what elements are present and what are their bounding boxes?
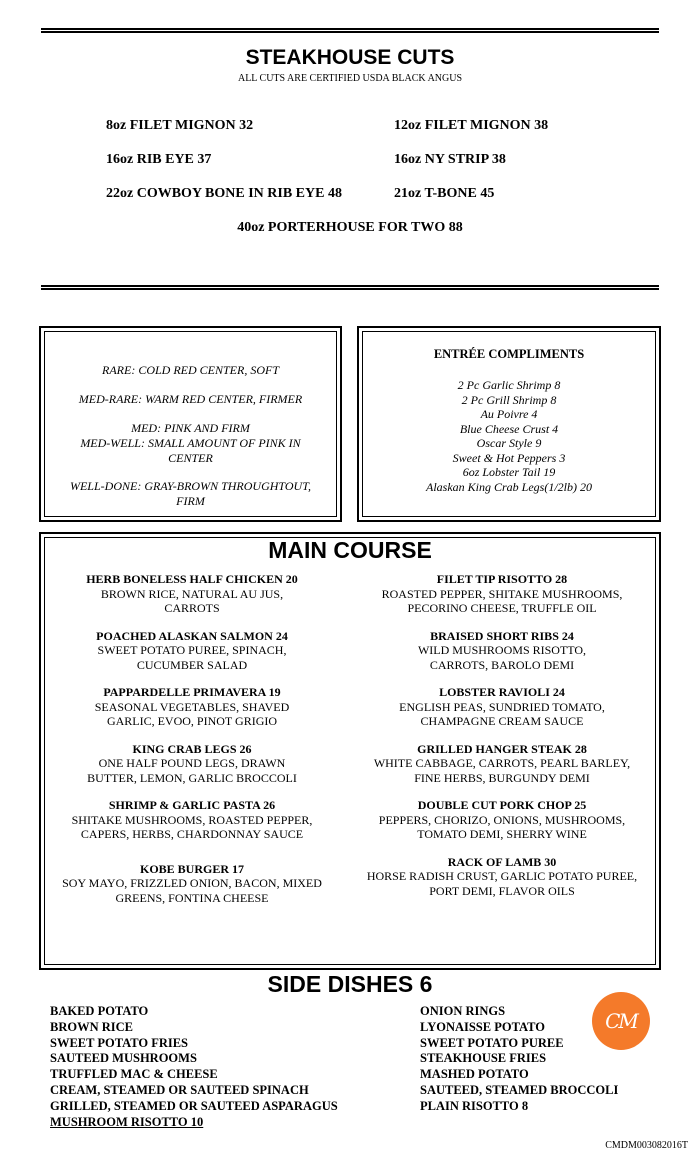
compliment-item: Alaskan King Crab Legs(1/2lb) 20 xyxy=(425,479,592,494)
compliment-item: Oscar Style 9 xyxy=(476,436,542,450)
temperature-box xyxy=(39,326,342,522)
cut-item: 22oz COWBOY BONE IN RIB EYE 48 xyxy=(106,186,342,201)
compliment-item: 2 Pc Garlic Shrimp 8 xyxy=(457,378,561,392)
dish-name: FILET TIP RISOTTO 28 xyxy=(436,572,568,586)
footer-code: CMDM003082016T xyxy=(605,1140,688,1151)
compliment-item: 6oz Lobster Tail 19 xyxy=(462,465,556,479)
dish-description: WHITE CABBAGE, CARROTS, PEARL BARLEY, FINE HERBS, BURGUNDY DEMI xyxy=(373,756,631,785)
dish-description: ONE HALF POUND LEGS, DRAWN BUTTER, LEMON, GARLIC BROCCOLI xyxy=(87,756,297,785)
cut-item: 21oz T-BONE 45 xyxy=(394,186,495,201)
side-item: BAKED POTATO xyxy=(50,1004,149,1018)
dish-item xyxy=(46,798,338,842)
compliment-item: Blue Cheese Crust 4 xyxy=(459,421,559,436)
side-item: SWEET POTATO PUREE xyxy=(420,1035,564,1050)
dish-name: PAPPARDELLE PRIMAVERA 19 xyxy=(103,685,281,699)
sides-right-list xyxy=(420,1004,618,1115)
dish-description: SEASONAL VEGETABLES, SHAVED GARLIC, EVOO, PINOT GRIGIO xyxy=(94,699,290,728)
temp-med: MED: PINK AND FIRM xyxy=(131,421,250,435)
logo-badge xyxy=(592,992,650,1050)
dish-item xyxy=(354,855,650,899)
cut-item: 16oz NY STRIP 38 xyxy=(394,152,506,167)
dish-name: KING CRAB LEGS 26 xyxy=(132,741,252,756)
side-item: MUSHROOM RISOTTO 10 xyxy=(50,1114,204,1129)
dish-description: HORSE RADISH CRUST, GARLIC POTATO PUREE, PORT DEMI, FLAVOR OILS xyxy=(366,869,638,898)
dish-description: BROWN RICE, NATURAL AU JUS, CARROTS xyxy=(100,586,284,615)
side-item: CREAM, STEAMED OR SAUTEED SPINACH xyxy=(50,1082,309,1097)
sides-left-list xyxy=(50,1004,338,1130)
dish-name: RACK OF LAMB 30 xyxy=(447,854,557,869)
dish-item xyxy=(354,742,650,786)
steakhouse-title: STEAKHOUSE CUTS xyxy=(245,46,455,69)
side-item: MASHED POTATO xyxy=(420,1067,529,1082)
dish-item xyxy=(354,629,650,673)
main-course-left-column xyxy=(46,572,338,918)
dish-item xyxy=(46,742,338,786)
cut-item: 16oz RIB EYE 37 xyxy=(106,152,212,167)
logo-monogram: CM xyxy=(605,1009,637,1033)
dish-description: PEPPERS, CHORIZO, ONIONS, MUSHROOMS, TOMATO DEMI, SHERRY WINE xyxy=(378,812,626,841)
side-item: SAUTEED, STEAMED BROCCOLI xyxy=(420,1082,619,1097)
section-divider xyxy=(41,285,659,290)
dish-item xyxy=(46,572,338,616)
cut-item-porterhouse: 40oz PORTERHOUSE FOR TWO 88 xyxy=(237,220,463,235)
dish-item xyxy=(46,629,338,673)
dish-name: SHRIMP & GARLIC PASTA 26 xyxy=(108,798,276,812)
compliments-title: ENTRÉE COMPLIMENTS xyxy=(433,347,585,361)
side-item: LYONAISSE POTATO xyxy=(420,1019,545,1034)
dish-name: GRILLED HANGER STEAK 28 xyxy=(417,741,587,756)
compliments-list xyxy=(363,378,655,494)
dish-description: SHITAKE MUSHROOMS, ROASTED PEPPER, CAPERS, HERBS, CHARDONNAY SAUCE xyxy=(71,812,313,841)
side-item: STEAKHOUSE FRIES xyxy=(420,1051,547,1066)
dish-description: WILD MUSHROOMS RISOTTO, CARROTS, BAROLO DEMI xyxy=(417,643,587,672)
temp-well-done: WELL-DONE: GRAY-BROWN THROUGHTOUT, FIRM xyxy=(69,479,311,508)
main-course-title: MAIN COURSE xyxy=(268,537,432,563)
top-divider xyxy=(41,28,659,33)
side-item: SAUTEED MUSHROOMS xyxy=(50,1051,197,1066)
compliments-box xyxy=(357,326,661,522)
dish-description: ROASTED PEPPER, SHITAKE MUSHROOMS, PECORINO CHEESE, TRUFFLE OIL xyxy=(381,586,623,615)
steakhouse-subtitle: ALL CUTS ARE CERTIFIED USDA BLACK ANGUS xyxy=(237,73,463,84)
dish-item xyxy=(354,572,650,616)
dish-name: BRAISED SHORT RIBS 24 xyxy=(430,628,574,643)
temp-med-well: MED-WELL: SMALL AMOUNT OF PINK IN CENTER xyxy=(80,436,301,465)
dish-item xyxy=(354,798,650,842)
cut-item: 12oz FILET MIGNON 38 xyxy=(394,118,549,133)
side-item: PLAIN RISOTTO 8 xyxy=(420,1098,529,1113)
side-item: GRILLED, STEAMED OR SAUTEED ASPARAGUS xyxy=(50,1098,338,1113)
compliment-item: Sweet & Hot Peppers 3 xyxy=(452,450,566,465)
dish-name: LOBSTER RAVIOLI 24 xyxy=(439,685,565,699)
temp-med-rare: MED-RARE: WARM RED CENTER, FIRMER xyxy=(78,392,303,406)
dish-item xyxy=(354,685,650,729)
dish-description: SOY MAYO, FRIZZLED ONION, BACON, MIXED GREENS, FONTINA CHEESE xyxy=(62,876,322,905)
dish-name: HERB BONELESS HALF CHICKEN 20 xyxy=(86,572,298,586)
dish-name: DOUBLE CUT PORK CHOP 25 xyxy=(417,798,587,812)
dish-name: KOBE BURGER 17 xyxy=(139,861,244,876)
dish-name: POACHED ALASKAN SALMON 24 xyxy=(96,628,288,643)
compliment-item: Au Poivre 4 xyxy=(480,407,538,421)
compliment-item: 2 Pc Grill Shrimp 8 xyxy=(461,392,557,407)
side-item: SWEET POTATO FRIES xyxy=(50,1035,189,1050)
cut-item: 8oz FILET MIGNON 32 xyxy=(106,118,254,133)
side-dishes-title: SIDE DISHES 6 xyxy=(267,971,433,997)
temp-rare: RARE: COLD RED CENTER, SOFT xyxy=(102,363,279,377)
side-item: TRUFFLED MAC & CHEESE xyxy=(50,1067,218,1082)
dish-description: ENGLISH PEAS, SUNDRIED TOMATO, CHAMPAGNE CREAM SAUCE xyxy=(399,699,605,728)
main-course-right-column xyxy=(354,572,650,911)
side-item: ONION RINGS xyxy=(420,1004,506,1018)
side-item: BROWN RICE xyxy=(50,1019,133,1034)
dish-description: SWEET POTATO PUREE, SPINACH, CUCUMBER SALAD xyxy=(97,643,287,672)
dish-item xyxy=(46,862,338,906)
dish-item xyxy=(46,685,338,729)
